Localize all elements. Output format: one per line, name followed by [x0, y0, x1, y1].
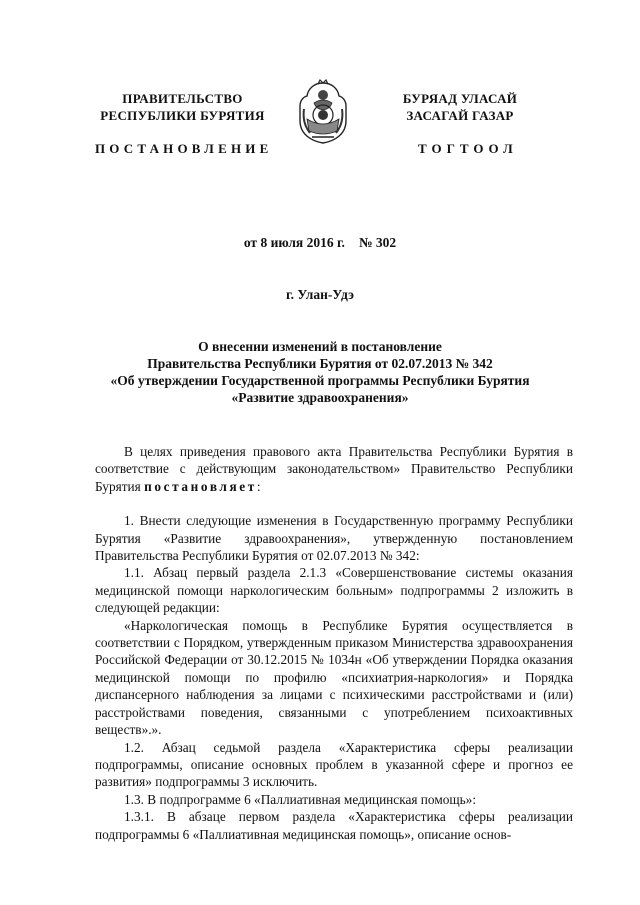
paragraph-1: 1. Внести следующие изменения в Государственную программу Республики Бурятия «Развитие здравоохранения», утвержденную постановлением Правительства Республики Бурятия от 02.07.2013 № 342:: [95, 513, 573, 564]
title-line: «Развитие здравоохранения»: [231, 390, 409, 405]
decree-number: № 302: [358, 235, 397, 250]
decree-title: [75, 338, 565, 406]
intro-verb: постановляет: [144, 478, 257, 494]
intro-paragraph: [95, 443, 573, 495]
paragraph-1-3: 1.3. В подпрограмме 6 «Паллиативная медицинская помощь»:: [124, 791, 477, 807]
title-line: Правительства Республики Бурятия от 02.07.2013 № 342: [147, 356, 493, 371]
city-name: г. Улан-Удэ: [286, 287, 354, 302]
paragraph-1-2: 1.2. Абзац седьмой раздела «Характеристика сферы реализации подпрограммы, описание основных проблем в указанной сфере и прогноз ее развития» подпрограммы 3 исключить.: [95, 739, 573, 790]
decree-label-ru: ПОСТАНОВЛЕНИЕ: [95, 141, 273, 156]
header-line: БУРЯАД УЛАСАЙ: [402, 91, 518, 106]
government-header-ru: [95, 90, 270, 124]
title-line: О внесении изменений в постановление: [198, 339, 442, 354]
intro-end: :: [256, 478, 261, 494]
header-line: РЕСПУБЛИКИ БУРЯТИЯ: [100, 108, 265, 123]
header-line: ЗАСАГАЙ ГАЗАР: [406, 108, 514, 123]
decree-date-line: [0, 235, 640, 251]
coat-of-arms-emblem-icon: [294, 79, 352, 145]
decree-date: от 8 июля 2016 г.: [243, 235, 345, 250]
paragraph-1-1: 1.1. Абзац первый раздела 2.1.3 «Совершенствование системы оказания медицинской помощи наркологическим больным» подпрограммы 2 изложить в следующей редакции:: [95, 565, 573, 616]
paragraph-1-3-1: 1.3.1. В абзаце первом раздела «Характеристика сферы реализации подпрограммы 6 «Паллиативная медицинская помощь», описание основ-: [95, 809, 573, 842]
decree-body: [95, 443, 573, 843]
intro-text: В целях приведения правового акта Правительства Республики Бурятия в соответствие с действующим законодательством» Правительство Республики Бурятия: [95, 444, 573, 494]
header-line: ПРАВИТЕЛЬСТВО: [122, 91, 243, 106]
decree-label-bua: ТОГТООЛ: [418, 141, 518, 156]
title-line: «Об утверждении Государственной программы Республики Бурятия: [110, 373, 530, 388]
paragraph-quote: «Наркологическая помощь в Республике Бурятия осуществляется в соответствии с Порядком, утвержденным приказом Министерства здравоохранения Российской Федерации от 30.12.2015 № 1034н «Об утверждении Порядка оказания медицинской помощи по профилю «психиатрия-наркология» и Порядка диспансерного наблюдения за лицами с психическими расстройствами и (или) расстройствами поведения, связанными с употреблением психоактивных веществ».».: [95, 617, 573, 738]
government-header-bua: [375, 90, 545, 124]
